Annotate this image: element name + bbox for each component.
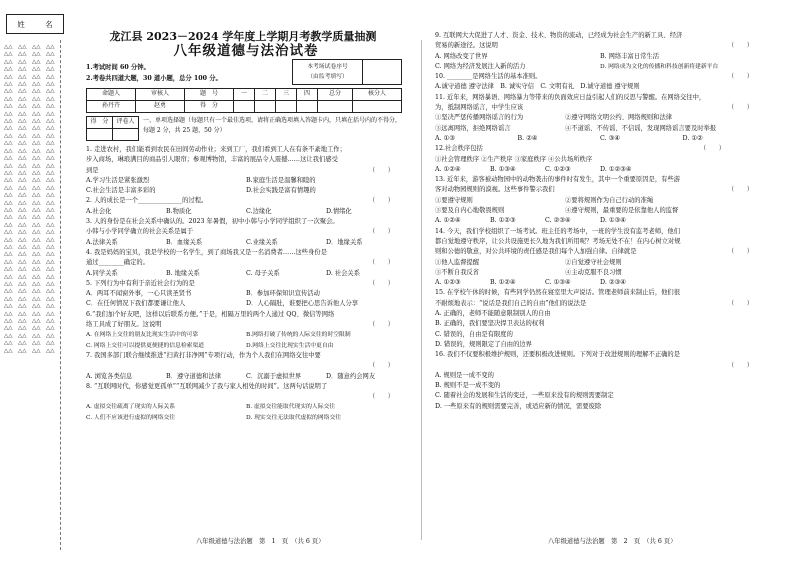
option-c: C. ②③④ (545, 217, 571, 225)
right-column (435, 31, 765, 412)
option-a: A. ①②④ (435, 165, 461, 173)
statement: ①要遵守规则 (435, 196, 473, 204)
q-line: 通过________确定的。 (86, 259, 149, 267)
answer-paren[interactable]: （ ） (368, 259, 394, 267)
q-line: 到是 (86, 166, 99, 174)
q-line: 10. ________是网络生活的基本准则。 (435, 73, 542, 81)
option-b: B. ①②③ (490, 217, 516, 225)
question-5 (86, 279, 406, 310)
question-9 (435, 31, 765, 72)
exam-subject-title: 八年级道德与法治试卷 (173, 43, 319, 59)
cell: 总分 (317, 89, 352, 101)
answer-paren[interactable]: （ ） (727, 361, 753, 369)
page-footer-left: 八年级道德与法治题 第 1 页 （共 6 页） (196, 538, 325, 545)
question-1 (86, 145, 406, 196)
q-line: 16. 我们不仅要积极维护规则，还要积极改进规则。下列对于改进规则的理解不正确的是 (435, 351, 681, 359)
option-c: C. ①②③ (545, 165, 571, 173)
q-options: A.诚守道德 遵守法律 B. 诚实守信 C. 文明有礼 D.诚守道德 遵守规则 (435, 83, 640, 91)
score-input[interactable] (317, 101, 352, 113)
cell: 孙丹卉 (87, 101, 136, 113)
q-line: 5. 下列行为中有利于亲近社会行为的是 (86, 279, 195, 287)
option-a: A.法律关系 (86, 238, 118, 246)
option-b: B. 虚拟交往能取代现实的人际交往 (246, 404, 336, 411)
question-10 (435, 72, 765, 93)
option-a: A. ①③ (435, 134, 455, 142)
question-13 (435, 175, 765, 226)
page-footer-right: 八年级道德与法治题 第 2 页 （共 6 页） (548, 538, 677, 545)
statement: ②自觉遵守社会规则 (565, 258, 622, 266)
option-a: A.社会化 (86, 207, 112, 215)
grader-table (86, 116, 139, 141)
option-c: C. 母子关系 (246, 269, 280, 277)
answer-paren[interactable]: （ ） (727, 104, 753, 112)
answer-paren[interactable]: （ ） (727, 248, 753, 256)
option-a: A. ①②④ (435, 217, 461, 225)
cell: 三 (275, 89, 296, 101)
q-line: 4. 我是妈妈的宝贝，我是学校的一名学生，到了商场我又是一名消费者……这些身份是 (86, 248, 327, 256)
statement: ②要将规则作为自己行动的准绳 (565, 196, 654, 204)
option-c: C. ①③④ (545, 279, 571, 287)
option-d: D. ②③④ (600, 279, 626, 287)
answer-paren[interactable]: （ ） (368, 166, 394, 174)
seat-number-box[interactable] (292, 59, 402, 85)
option-d: D．地缘关系 (326, 238, 363, 246)
option-d: D. 现实交往无法取代虚拟的网络交往 (246, 414, 342, 421)
seat-label: 本考场试卷序号 (307, 64, 348, 70)
q-line: 9. 互联网大大促进了人才、资金、技术、物资的流动，已经成为社会生产的新工具、经济 (435, 32, 683, 39)
option-a: A.同学关系 (86, 269, 118, 277)
option-d: D. ①② (682, 134, 703, 142)
option-a: A. 规则是一成不变的 (435, 371, 494, 379)
option-b: B. 地缘关系 (166, 269, 200, 277)
answer-paren[interactable]: （ ） (368, 228, 394, 236)
cell: 四 (296, 89, 317, 101)
option-a: A．两耳不闻窗外事，一心只读圣贤书 (86, 290, 192, 298)
option-b: B．参加环保知识宣传活动 (246, 290, 320, 298)
score-input[interactable] (254, 101, 275, 113)
question-16 (435, 350, 765, 412)
name-label-2: 名 (45, 19, 53, 29)
q-line: 11. 近年来，网络暴语、网络暴力等带来的负面效应日益引起人们的反思与警醒。在网络交往中， (435, 93, 706, 101)
score-value-row (87, 101, 402, 113)
q-line: 步入商场，琳琅满目的商品引人眼帘；参观博物馆，丰富的展品令人震撼……这让我们感受 (86, 156, 338, 164)
statement: ③远离网络，拒绝网络谣言 (435, 124, 511, 132)
note-1: 1.考试时间 60 分钟。 (86, 64, 150, 71)
exam-title: 龙江县 2023－2024 学年度上学期月考教学质量抽测 (109, 30, 377, 43)
option-d: D. ①③④ (600, 217, 626, 225)
option-a: A. 浏览各类信息 (86, 372, 133, 380)
statement: ①坚决严惩传播网络谣言的行为 (435, 114, 524, 122)
question-12 (435, 144, 765, 175)
cell: 得 分 (184, 101, 233, 113)
cell: 得 分 (87, 117, 113, 129)
question-14 (435, 227, 765, 289)
q-line: 都自觉地遵守秩序，让公共设施更长久地为我们所用呢？考场无处不在！在内心树立对规 (435, 237, 681, 245)
page-divider (421, 40, 422, 540)
q-line: 14. 今天，我们学校组织了一场考试。班主任的考场中，一班的学生没有监考老师，他们 (435, 227, 681, 235)
option-c: C. ③④ (600, 134, 620, 142)
statement: ②遵守网络文明公约、网络规则和法律 (565, 114, 673, 122)
question-2 (86, 196, 406, 217)
answer-paren[interactable]: （ ） (727, 73, 753, 81)
statement: ④遵守规则，最重要的是依靠他人的监督 (565, 207, 679, 215)
cut-line (60, 40, 61, 550)
grader-input[interactable] (113, 129, 139, 141)
triangle-column: △△△△△△△△△△△△△△△△△△△△△△△△△△△△△△△△△△△△△△△△△△△△△△△△△△△△△△△△△△△△△△△△△△△△△△△△△△△△△△△△△△△△ (32, 44, 41, 354)
option-b: B. 规则不是一成不变的 (435, 382, 501, 390)
score-input[interactable] (352, 101, 401, 113)
option-c: C．沉溺于虚拟世界 (246, 372, 302, 380)
answer-paren[interactable]: （ ） (368, 393, 394, 401)
option-c: C. 网络为经济发展注入新的活力 (435, 62, 526, 70)
option-d: D. ①②③④ (600, 165, 632, 173)
statements: ①社会管理秩序 ②生产秩序 ③家庭秩序 ④公共场所秩序 (435, 155, 593, 163)
statement: ④主动克服不良习惯 (565, 268, 622, 276)
option-b: B. ①②④ (490, 279, 516, 287)
answer-paren[interactable]: （ ） (368, 197, 394, 205)
q-line: 不耐烦地表示：“说话是我们自己的自由”他们的说法是 (435, 299, 587, 307)
q-line: 小韩与小学同学确立的社会关系是属于 (86, 228, 194, 236)
statement: ③不断自我反省 (435, 268, 480, 276)
section-1-header (86, 116, 406, 141)
option-c: C. 网络上交往可以提供更便捷的信息检索渠道 (86, 342, 205, 349)
option-c: C. 人们不应该进行虚拟的网络交往 (86, 414, 176, 421)
answer-paren[interactable]: （ ） (368, 321, 394, 329)
answer-paren[interactable]: （ ） (727, 42, 753, 50)
option-b: B. 网络丰富日常生活 (600, 52, 660, 60)
left-column (86, 30, 406, 423)
triangle-column: △△△△△△△△△△△△△△△△△△△△△△△△△△△△△△△△△△△△△△△△△△△△△△△△△△△△△△△△△△△△△△△△△△△△△△△△△△△△△△△△△△△△ (4, 44, 13, 354)
option-a: A. 虚拟交往疏离了现实的人际关系 (86, 404, 176, 411)
question-7 (86, 351, 406, 382)
option-b: B.物质化 (166, 207, 192, 215)
question-15 (435, 288, 765, 350)
grader-input[interactable] (87, 129, 113, 141)
option-c: C. 随着社会的发展和生活的变迁，一些原来没有的规则需要制定 (435, 392, 614, 400)
statement: ③要及自内心地敬畏规则 (435, 207, 505, 215)
question-6 (86, 310, 406, 351)
option-d: D. 网络成为文化的传播和科技创新将建新平台 (600, 63, 719, 70)
option-b: B.家庭生活是温馨和睦的 (246, 176, 316, 184)
option-b: B. ②④ (517, 134, 538, 142)
question-8 (86, 382, 406, 423)
answer-paren[interactable]: （ ） (368, 279, 394, 287)
option-b: B. ①③④ (490, 165, 516, 173)
option-a: A. ①②③ (435, 279, 461, 287)
statement: ④不道谣、不传谣、不信谣，发现网络谣言要及时举报 (565, 124, 717, 132)
q-line: 13. 近年来，游客被动物园中的动物袭击的事件时有发生，其中一个重要原因是，有些游 (435, 176, 681, 184)
option-d: D.社会实践是富有情趣的 (246, 187, 316, 195)
name-label: 姓 (17, 19, 25, 29)
option-a: A. 正确的，老师不能随意限制别人的自由 (435, 310, 551, 318)
q-line: 2. 人的成长是一个______________的过程。 (86, 197, 208, 205)
statement: ①他人监督提醒 (435, 258, 480, 266)
question-3 (86, 217, 406, 248)
option-a: A.学习生活是紧张激烈 (86, 176, 150, 184)
option-b: B．遵守道德和法律 (166, 372, 222, 380)
q-line: 12.社会秩序包括 (435, 145, 483, 153)
option-d: D. 社会关系 (326, 269, 361, 277)
cell: 题 号 (184, 89, 233, 101)
q-line: 7. 我国多部门联合继续推进“扫黄打非净网”专项行动，作为个人我们在网络交往中要 (86, 351, 321, 359)
option-d: D. 错误的，规则限定了自由的边界 (435, 340, 532, 348)
option-a: A. 网络改变了世界 (435, 52, 488, 60)
q-line: 为，抵制网络谣言，中学生应该 (435, 104, 524, 112)
q-line: 贸易的新途径。这说明 (435, 42, 498, 50)
answer-paren[interactable]: （ ） (699, 145, 725, 153)
cell: 二 (254, 89, 275, 101)
option-c: C.业缘关系 (246, 238, 278, 246)
seat-input[interactable] (363, 60, 401, 84)
q-line: 15. 在学校午休的时候，有些同学仍然在寝室里大声说话。管理老师前来制止后，他们很 (435, 289, 681, 297)
option-c: C.社会生活是丰富多彩的 (86, 187, 156, 195)
cell: 审核人 (135, 89, 184, 101)
score-table (86, 88, 402, 113)
question-4 (86, 248, 406, 279)
q-line: 6.“我们加个好友吧，这样以后联系方便。”于是，相隔万里的两个人通过 QQ、微信等网络 (86, 310, 335, 318)
option-d: D.情绪化 (326, 207, 352, 215)
q-line: 1. 走进农村，我们能看到农民在田间劳动作业；来到工厂，我们看到工人在有条不紊地工作； (86, 146, 346, 153)
answer-paren[interactable]: （ ） (368, 362, 394, 370)
option-d: D．随意约会网友 (326, 372, 376, 380)
cell: 核分人 (352, 89, 401, 101)
name-box[interactable] (6, 14, 64, 34)
option-c: C. 错误的，自由是有限度的 (435, 330, 513, 338)
cell: 评卷人 (113, 117, 139, 129)
q-line: 客对动物园规则的漠视。这些事件警示我们 (435, 186, 555, 194)
seat-sub: （由监考填写） (307, 74, 348, 80)
exam-notes (86, 62, 406, 86)
option-c: C．在任何情况下我们都要谦让他人 (86, 300, 186, 308)
option-d: D. 一些原来有的规则需要完善，或适应新的情况，需要废除 (435, 402, 602, 410)
section-1-desc: 一、单项选择题（每题只有一个最佳选项，请将正确选项填入答题卡内，只填在括号内的不得分，每题 2 分，共 25 题，50 分） (143, 117, 402, 134)
cell: 赵勇 (135, 101, 184, 113)
answer-paren[interactable]: （ ） (727, 186, 753, 194)
cell: 命题人 (87, 89, 136, 101)
q-line: 8. “互联网时代，你感觉更孤单”“互联网减少了我与家人相处的时间”。这两句话说明了 (86, 382, 328, 390)
note-2: 2.考卷共四道大题，30 道小题，总分 100 分。 (86, 75, 222, 82)
option-b: B．血缘关系 (166, 238, 203, 246)
score-input[interactable] (275, 101, 296, 113)
question-11 (435, 93, 765, 144)
score-header-row (87, 89, 402, 101)
option-c: C.边缘化 (246, 207, 272, 215)
q-line: 3. 人的身份是在社会关系中确认的。2023 年暑假，初中小韩与小学同学组织了一次聚会。 (86, 218, 339, 226)
triangle-column: △△△△△△△△△△△△△△△△△△△△△△△△△△△△△△△△△△△△△△△△△△△△△△△△△△△△△△△△△△△△△△△△△△△△△△△△△△△△△△△△△△△△ (18, 44, 27, 354)
triangle-column: △△△△△△△△△△△△△△△△△△△△△△△△△△△△△△△△△△△△△△△△△△△△△△△△△△△△△△△△△△△△△△△△△△△△△△△△△△△△△△△△△△△△ (46, 44, 55, 354)
binding-strip (0, 0, 68, 561)
score-input[interactable] (233, 101, 254, 113)
option-b: B. 正确的，我们要坚决捍卫表达的权利 (435, 320, 545, 328)
q-line: 则和公德的敬意，对公共环境的责任感是我们每个人加强自律。自律就是 (435, 248, 637, 256)
option-d: D.网络上交往比现实生活中更自由 (246, 342, 334, 349)
q-line: 络工具成了好朋友。这说明 (86, 321, 162, 329)
option-d: D．人心隔肚，谁要把心思告诉他人分享 (246, 300, 359, 308)
cell: 一 (233, 89, 254, 101)
answer-paren[interactable]: （ ） (727, 299, 753, 307)
score-input[interactable] (296, 101, 317, 113)
option-a: A. 在网络上交往的朋友比现实生活中的可靠 (86, 332, 199, 339)
option-b: B.网络打破了传统的人际交往的时空限制 (246, 332, 351, 339)
